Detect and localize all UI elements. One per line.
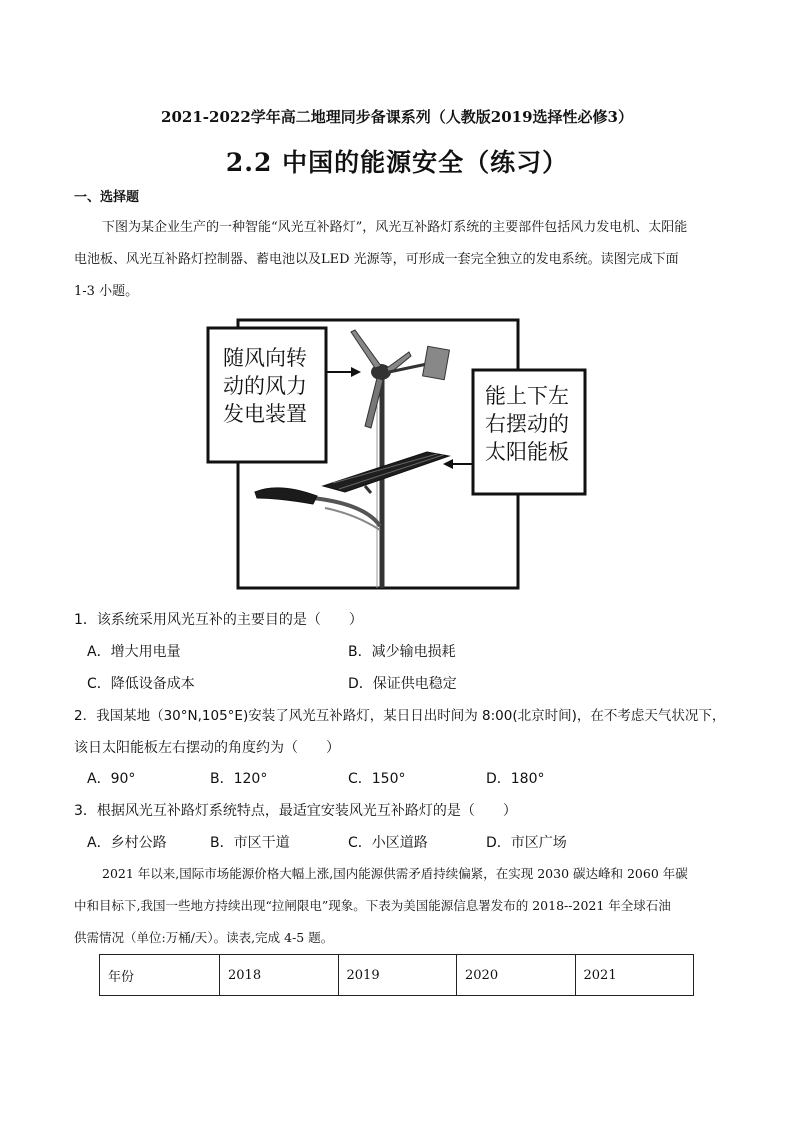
question-2-stem-line-2: 该日太阳能板左右摆动的角度约为（ ） xyxy=(74,740,340,756)
left-box-line-3: 发电装置 xyxy=(223,402,307,426)
right-box-line-2: 右摆动的 xyxy=(485,412,569,436)
left-box-line-1: 随风向转 xyxy=(223,346,307,370)
lamp-head xyxy=(255,488,317,504)
lamp-arm xyxy=(313,498,380,526)
oil-supply-demand-table xyxy=(99,954,694,996)
question-3-option-a[interactable]: A．乡村公路 xyxy=(87,835,167,851)
wind-solar-streetlight-figure xyxy=(205,318,590,594)
table-header-cell: 2018 xyxy=(220,955,339,996)
passage-1-line-1: 下图为某企业生产的一种智能“风光互补路灯”，风光互补路灯系统的主要部件包括风力发电机、太阳能 xyxy=(102,220,688,235)
figure-drawing xyxy=(205,318,590,590)
question-2-option-b[interactable]: B．120° xyxy=(210,771,268,787)
table-header-cell: 年份 xyxy=(100,955,220,996)
passage-1-line-3: 1-3 小题。 xyxy=(74,284,139,299)
passage-2-line-1: 2021 年以来,国际市场能源价格大幅上涨,国内能源供需矛盾持续偏紧，在实现 2030 碳达峰和 2060 年碳 xyxy=(102,866,688,881)
passage-2-line-3: 供需情况（单位:万桶/天）。读表,完成 4-5 题。 xyxy=(74,930,334,945)
section-heading: 一、选择题 xyxy=(74,190,140,205)
question-3-option-d[interactable]: D．市区广场 xyxy=(486,835,567,851)
question-2-option-a[interactable]: A．90° xyxy=(87,771,136,787)
passage-1-line-2: 电池板、风光互补路灯控制器、蓄电池以及LED 光源等，可形成一套完全独立的发电系统。读图完成下面 xyxy=(74,252,679,267)
turbine-blade xyxy=(351,330,381,368)
passage-2-line-2: 中和目标下,我国一些地方持续出现“拉闸限电”现象。下表为美国能源信息署发布的 2018--2021 年全球石油 xyxy=(74,898,671,913)
page-title: 2.2 中国的能源安全（练习） xyxy=(225,148,569,177)
question-3-option-b[interactable]: B．市区干道 xyxy=(210,835,290,851)
table-header-row xyxy=(100,955,694,996)
series-subtitle: 2021-2022学年高二地理同步备课系列（人教版2019选择性必修3） xyxy=(161,108,633,126)
question-2-option-d[interactable]: D．180° xyxy=(486,771,545,787)
question-1-option-d[interactable]: D．保证供电稳定 xyxy=(348,676,457,692)
question-1-option-a[interactable]: A．增大用电量 xyxy=(87,644,181,660)
table-header-cell: 2021 xyxy=(575,955,694,996)
right-box-line-1: 能上下左 xyxy=(485,384,569,408)
table-header-cell: 2019 xyxy=(338,955,457,996)
question-2-option-c[interactable]: C．150° xyxy=(348,771,406,787)
tail-vane xyxy=(423,346,450,379)
right-box-line-3: 太阳能板 xyxy=(485,440,569,464)
question-3-option-c[interactable]: C．小区道路 xyxy=(348,835,428,851)
left-box-line-2: 动的风力 xyxy=(223,374,307,398)
question-2-stem-line-1: 2．我国某地（30°N,105°E)安装了风光互补路灯，某日日出时间为 8:00(北京时间)，在不考虑天气状况下， xyxy=(74,708,726,724)
question-3-stem: 3．根据风光互补路灯系统特点，最适宜安装风光互补路灯的是（ ） xyxy=(74,803,517,819)
table-header-cell: 2020 xyxy=(457,955,576,996)
question-1-stem: 1．该系统采用风光互补的主要目的是（ ） xyxy=(74,612,363,628)
solar-panel xyxy=(323,452,449,492)
question-1-option-b[interactable]: B．减少输电损耗 xyxy=(348,644,456,660)
question-1-option-c[interactable]: C．降低设备成本 xyxy=(87,676,195,692)
